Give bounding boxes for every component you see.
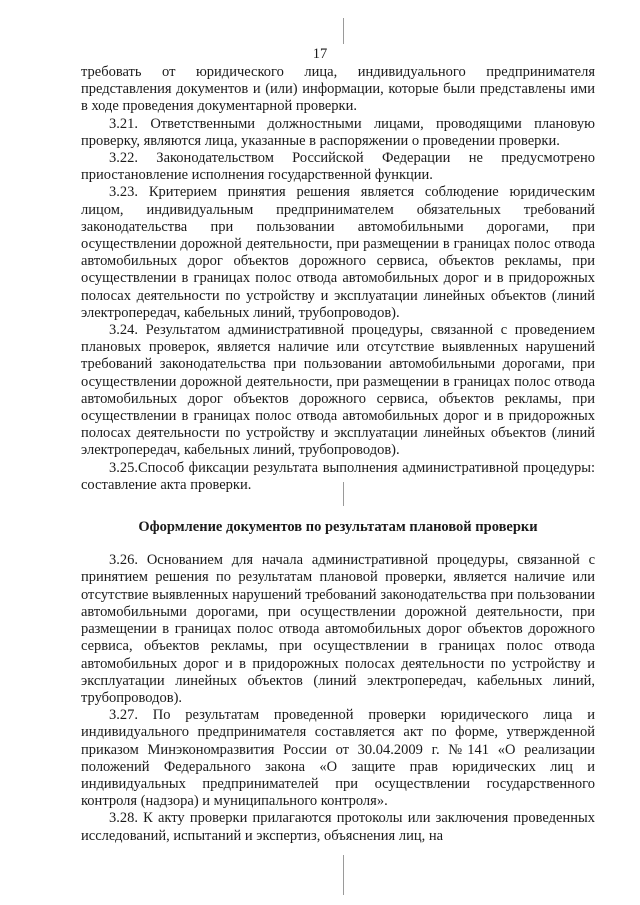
- section-heading: Оформление документов по результатам плановой проверки: [138, 519, 538, 536]
- scan-artifact: [343, 855, 344, 895]
- page-number: 17: [312, 46, 328, 62]
- paragraphs-top: [81, 64, 595, 494]
- paragraph: 3.28. К акту проверки прилагаются протоколы или заключения проведенных исследований, испытаний и экспертиз, объяснения лиц, на: [81, 810, 595, 844]
- scan-artifact: [343, 18, 344, 44]
- paragraph: 3.22. Законодательством Российской Федерации не предусмотрено приостановление исполнения государственной функции.: [81, 150, 595, 184]
- paragraph: 3.23. Критерием принятия решения является соблюдение юридическим лицом, индивидуальным предпринимателем обязательных требований законодательства при пользовании автомобильными дорогами, при осуществлении дорожной деятельности, при размещении в границах полос отвода автомобильных дорог объектов дорожного сервиса, объектов рекламы, при осуществлении в границах полос отвода автомобильных дорог и в придорожных полосах деятельности по устройству и эксплуатации линейных объектов (линий электропередач, кабельных линий, трубопроводов).: [81, 184, 595, 321]
- paragraph: 3.21. Ответственными должностными лицами, проводящими плановую проверку, являются лица, указанные в распоряжении о проведении проверки.: [81, 115, 595, 149]
- document-body: [81, 64, 595, 845]
- paragraph: 3.26. Основанием для начала административной процедуры, связанной с принятием решения по результатам плановой проверки, является наличие или отсутствие выявленных нарушений требований законодательства при пользовании автомобильными дорогами, при осуществлении дорожной деятельности, при размещении в границах полос отвода автомобильных дорог объектов дорожного сервиса, объектов рекламы, при осуществлении в границах полос отвода автомобильных дорог и в придорожных полосах деятельности по устройству и эксплуатации линейных объектов (линий электропередач, кабельных линий, трубопроводов).: [81, 552, 595, 706]
- scan-artifact: [343, 482, 344, 506]
- paragraph: 3.24. Результатом административной процедуры, связанной с проведением плановых проверок, является наличие или отсутствие выявленных нарушений требований законодательства при пользовании автомобильными дорогами, при осуществлении дорожной деятельности, при размещении в границах полос отвода автомобильных дорог объектов дорожного сервиса, объектов рекламы, при осуществлении в границах полос отвода автомобильных дорог и в придорожных полосах деятельности по устройству и эксплуатации линейных объектов (линий электропередач, кабельных линий, трубопроводов).: [81, 322, 595, 459]
- paragraphs-bottom: [81, 552, 595, 844]
- paragraph: 3.27. По результатам проведенной проверки юридического лица и индивидуального предпринимателя составляется акт по форме, утвержденной приказом Минэкономразвития России от 30.04.2009 г. №141 «О реализации положений Федерального закона «О защите прав юридических лиц и индивидуальных предпринимателей при осуществлении государственного контроля (надзора) и муниципального контроля».: [81, 707, 595, 810]
- paragraph: 3.25.Способ фиксации результата выполнения административной процедуры: составление акта проверки.: [81, 459, 595, 493]
- paragraph: требовать от юридического лица, индивидуального предпринимателя представления документов и (или) информации, которые были представлены ими в ходе проведения документарной проверки.: [81, 64, 595, 115]
